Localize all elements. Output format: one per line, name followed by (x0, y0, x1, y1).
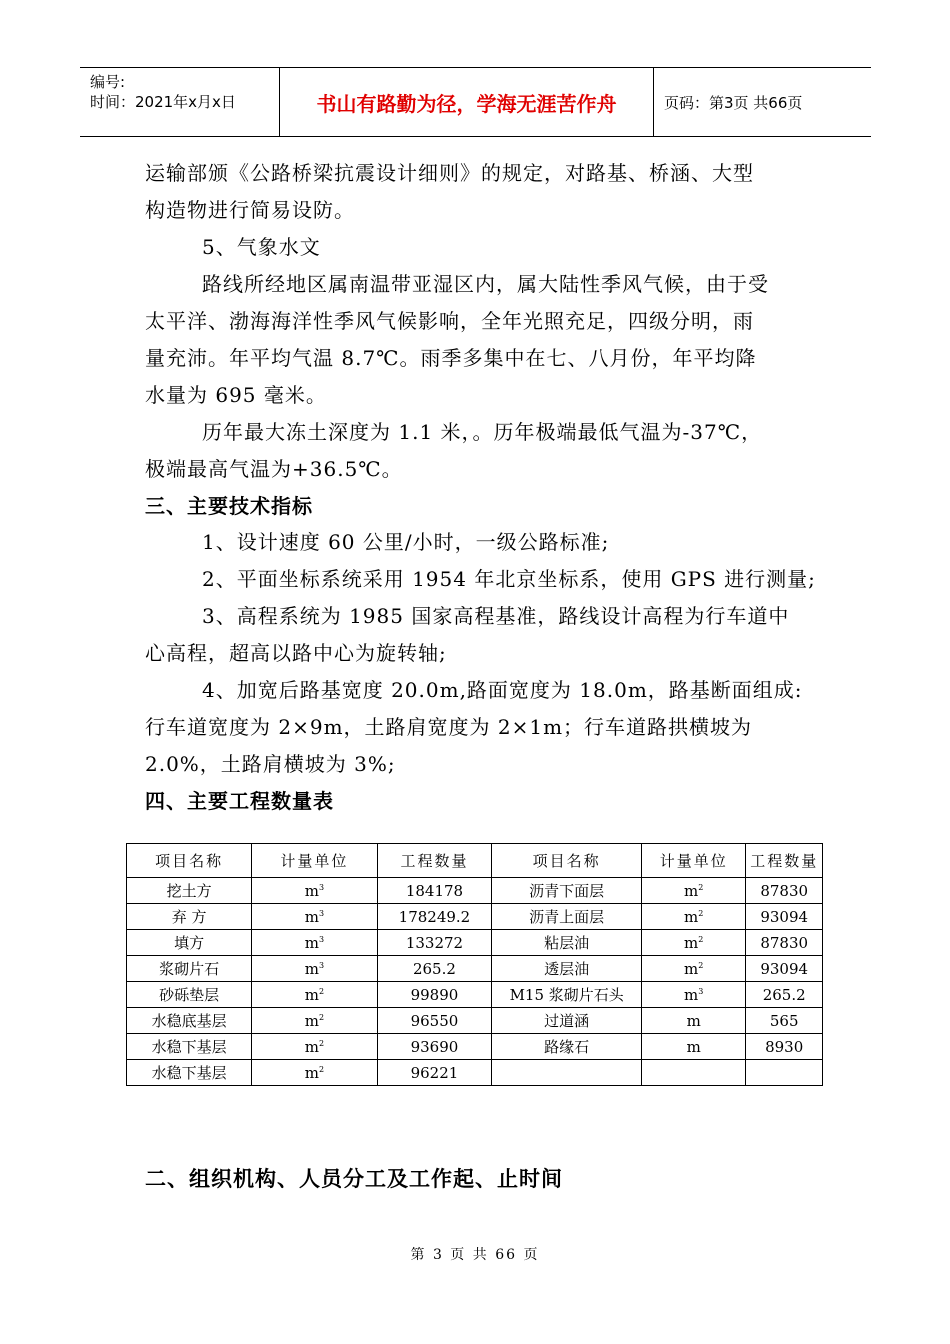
unit-exponent: 2 (698, 882, 704, 892)
table-cell (127, 904, 252, 930)
table-cell (252, 1008, 377, 1034)
table-cell (492, 956, 642, 982)
unit-exponent: 2 (318, 1038, 325, 1048)
paragraph-line: 水量为 695 毫米。 (145, 383, 327, 407)
table-cell (492, 904, 642, 930)
table-cell (746, 956, 823, 982)
table-header-row (127, 844, 823, 878)
section3-lines (145, 524, 816, 783)
table-row (127, 1008, 823, 1034)
table-cell (746, 1060, 823, 1086)
column-header: 项目名称 (127, 844, 252, 878)
page-footer: 第 3 页 共 66 页 (410, 1247, 540, 1263)
cell-text: 93094 (760, 907, 809, 926)
table-cell (127, 878, 252, 904)
column-header: 计量单位 (642, 844, 746, 878)
table-cell (252, 1060, 377, 1086)
cell-text: M15 浆砌片石头 (509, 986, 624, 1004)
table-cell (127, 930, 252, 956)
cell-text: 96550 (410, 1011, 459, 1030)
cell-text: m (684, 933, 699, 952)
unit-exponent: 3 (318, 960, 325, 970)
table-row (127, 904, 823, 930)
table-cell (746, 930, 823, 956)
cell-text: m (304, 1063, 319, 1082)
table-cell (252, 904, 377, 930)
table-cell (492, 1008, 642, 1034)
unit-exponent: 2 (698, 934, 704, 944)
table-cell (746, 878, 823, 904)
table-cell (252, 930, 377, 956)
table-row (127, 878, 823, 904)
table-cell (642, 1060, 746, 1086)
cell-text: 浆砌片石 (159, 960, 220, 978)
table-cell (746, 1034, 823, 1060)
cell-text: m (684, 985, 699, 1004)
table-cell (642, 1034, 746, 1060)
cell-text: 弃 方 (171, 908, 207, 926)
table-cell (746, 982, 823, 1008)
cell-text: 粘层油 (544, 934, 590, 952)
table-cell (492, 1060, 642, 1086)
cell-text: m (304, 907, 319, 926)
section3-line: 2、平面坐标系统采用 1954 年北京坐标系，使用 GPS 进行测量; (202, 567, 816, 591)
table-cell (127, 1060, 252, 1086)
cell-text: 挖土方 (166, 882, 212, 900)
header-meta (80, 68, 280, 136)
section2-heading: 二、组织机构、人员分工及工作起、止时间 (145, 1167, 563, 1191)
table-cell (377, 878, 492, 904)
paragraph-line: 量充沛。年平均气温 8.7℃。雨季多集中在七、八月份，年平均降 (145, 346, 757, 370)
column-header: 工程数量 (377, 844, 492, 878)
cell-text: 87830 (760, 933, 809, 952)
section3-line: 2.0%，土路肩横坡为 3%; (145, 752, 396, 776)
unit-exponent: 2 (698, 908, 704, 918)
cell-text: m (304, 959, 319, 978)
cell-text: 93094 (760, 959, 809, 978)
table-cell (127, 1034, 252, 1060)
table-cell (642, 982, 746, 1008)
unit-exponent: 2 (698, 960, 704, 970)
cell-text: 99890 (410, 985, 459, 1004)
table-cell (642, 1008, 746, 1034)
paragraph-line: 运输部颁《公路桥梁抗震设计细则》的规定，对路基、桥涵、大型 (145, 161, 754, 185)
table-cell (377, 904, 492, 930)
table-cell (377, 1034, 492, 1060)
table-cell (377, 956, 492, 982)
cell-text: m (684, 881, 699, 900)
section3-line: 3、高程系统为 1985 国家高程基准，路线设计高程为行车道中 (202, 604, 790, 628)
cell-text: 水稳下基层 (151, 1038, 227, 1056)
cell-text: m (684, 959, 699, 978)
cell-text: 填方 (174, 934, 205, 952)
table-cell (377, 1008, 492, 1034)
cell-text: 过道涵 (544, 1012, 590, 1030)
table-cell (746, 904, 823, 930)
cell-text: 路缘石 (544, 1038, 590, 1056)
section3-line: 行车道宽度为 2×9m，土路肩宽度为 2×1m；行车道路拱横坡为 (145, 715, 753, 739)
column-header: 工程数量 (746, 844, 823, 878)
table-cell (377, 982, 492, 1008)
section4-heading: 四、主要工程数量表 (145, 789, 334, 813)
number-label: 编号: (90, 73, 126, 91)
cell-text: m (304, 985, 319, 1004)
cell-text: 水稳底基层 (151, 1012, 227, 1030)
table-cell (252, 1034, 377, 1060)
section3-line: 1、设计速度 60 公里/小时，一级公路标准; (202, 530, 610, 554)
header-motto: 书山有路勤为径，学海无涯苦作舟 (280, 68, 654, 136)
cell-text: 178249.2 (398, 907, 471, 926)
page-header (80, 67, 871, 137)
cell-text: 8930 (765, 1037, 804, 1056)
section3-line: 心高程，超高以路中心为旋转轴; (145, 641, 447, 665)
table-cell (492, 930, 642, 956)
cell-text: m (684, 907, 699, 926)
table-cell (492, 982, 642, 1008)
cell-text: m (304, 1011, 319, 1030)
table-cell (642, 956, 746, 982)
table-row (127, 956, 823, 982)
cell-text: m (304, 933, 319, 952)
cell-text: 265.2 (762, 985, 806, 1004)
table-row (127, 930, 823, 956)
table-cell (492, 1034, 642, 1060)
cell-text: m (304, 1037, 319, 1056)
table-row (127, 1060, 823, 1086)
paragraph-block (145, 155, 810, 488)
table-cell (492, 878, 642, 904)
cell-text: m (304, 881, 319, 900)
cell-text: 透层油 (544, 960, 590, 978)
unit-exponent: 3 (698, 986, 704, 996)
paragraph-line: 路线所经地区属南温带亚湿区内，属大陆性季风气候，由于受 (202, 272, 769, 296)
paragraph-line: 历年最大冻土深度为 1.1 米，。历年极端最低气温为-37℃， (202, 420, 763, 444)
cell-text: 水稳下基层 (151, 1064, 227, 1082)
unit-exponent: 2 (318, 1012, 325, 1022)
paragraph-line: 极端最高气温为+36.5℃。 (145, 457, 403, 481)
table-row (127, 982, 823, 1008)
cell-text: 265.2 (412, 959, 456, 978)
cell-text: 砂砾垫层 (159, 986, 220, 1004)
unit-exponent: 3 (318, 908, 325, 918)
section3-line: 4、加宽后路基宽度 20.0m,路面宽度为 18.0m，路基断面组成: (202, 678, 803, 702)
paragraph-line: 太平洋、渤海海洋性季风气候影响，全年光照充足，四级分明，雨 (145, 309, 754, 333)
unit-exponent: 2 (318, 1064, 325, 1074)
cell-text: 96221 (410, 1063, 459, 1082)
table-cell (642, 904, 746, 930)
cell-text: 沥青下面层 (529, 882, 605, 900)
cell-text: 93690 (410, 1037, 459, 1056)
cell-text: 184178 (405, 881, 464, 900)
table-cell (377, 930, 492, 956)
table-cell (127, 956, 252, 982)
unit-exponent: 3 (318, 934, 325, 944)
table-cell (252, 982, 377, 1008)
paragraph-line: 5、气象水文 (202, 235, 321, 259)
cell-text: m (686, 1037, 701, 1056)
time-label: 时间：2021年x月x日 (90, 93, 236, 111)
table-cell (252, 878, 377, 904)
header-page-info: 页码：第3页 共66页 (664, 93, 803, 112)
table-cell (746, 1008, 823, 1034)
cell-text: 87830 (760, 881, 809, 900)
table-cell (252, 956, 377, 982)
unit-exponent: 2 (318, 986, 325, 996)
table-cell (642, 930, 746, 956)
quantity-table (126, 843, 823, 1086)
paragraph-line: 构造物进行简易设防。 (145, 198, 355, 222)
cell-text: 133272 (405, 933, 464, 952)
column-header: 项目名称 (492, 844, 642, 878)
table-row (127, 1034, 823, 1060)
table-cell (127, 982, 252, 1008)
cell-text: 565 (769, 1011, 799, 1030)
unit-exponent: 3 (318, 882, 325, 892)
document-body (145, 155, 816, 819)
table-cell (642, 878, 746, 904)
table-cell (127, 1008, 252, 1034)
table-cell (377, 1060, 492, 1086)
column-header: 计量单位 (252, 844, 377, 878)
cell-text: m (686, 1011, 701, 1030)
cell-text: 沥青上面层 (529, 908, 605, 926)
section3-heading: 三、主要技术指标 (145, 494, 313, 518)
